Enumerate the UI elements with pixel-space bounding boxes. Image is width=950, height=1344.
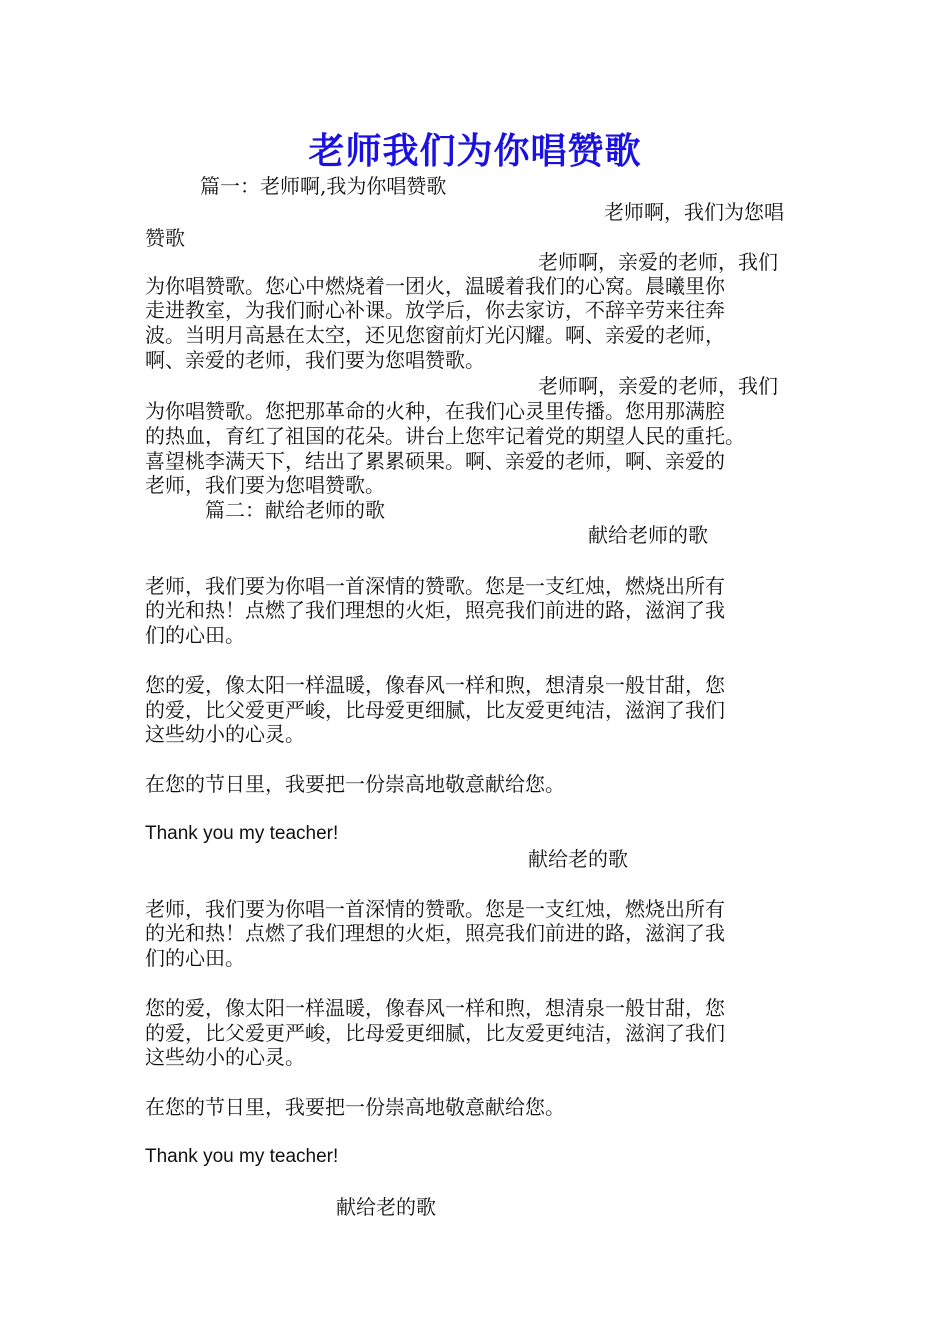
paragraph-line: 的光和热！点燃了我们理想的火炬，照亮我们前进的路，滋润了我: [145, 598, 725, 622]
paragraph-line: 老师，我们要为您唱赞歌。: [145, 473, 385, 497]
document-title: 老师我们为你唱赞歌: [308, 130, 642, 172]
paragraph-line: 您的爱，像太阳一样温暖，像春风一样和煦，想清泉一般甘甜，您: [145, 673, 725, 697]
thanks-line: Thank you my teacher!: [145, 823, 339, 844]
paragraph-line: 这些幼小的心灵。: [145, 722, 305, 746]
section-subtitle-continued: 赞歌: [145, 226, 185, 250]
paragraph-line: 喜望桃李满天下，结出了累累硕果。啊、亲爱的老师，啊、亲爱的: [145, 449, 725, 473]
paragraph-line: 们的心田。: [145, 946, 245, 970]
paragraph-line: 走进教室，为我们耐心补课。放学后，你去家访，不辞辛劳来往奔: [145, 298, 725, 322]
paragraph-line: 的光和热！点燃了我们理想的火炬，照亮我们前进的路，滋润了我: [145, 921, 725, 945]
paragraph-line: 为你唱赞歌。您把那革命的火种，在我们心灵里传播。您用那满腔: [145, 399, 725, 423]
paragraph-line: 波。当明月高悬在太空，还见您窗前灯光闪耀。啊、亲爱的老师，: [145, 323, 725, 347]
paragraph-line: 的爱，比父爱更严峻，比母爱更细腻，比友爱更纯洁，滋润了我们: [145, 698, 725, 722]
paragraph-line: 在您的节日里，我要把一份崇高地敬意献给您。: [145, 772, 565, 796]
paragraph-line: 您的爱，像太阳一样温暖，像春风一样和煦，想清泉一般甘甜，您: [145, 996, 725, 1020]
section-heading: 篇一：老师啊,我为你唱赞歌: [200, 174, 447, 198]
paragraph-line: 的热血，育红了祖国的花朵。讲台上您牢记着党的期望人民的重托。: [145, 424, 745, 448]
paragraph-line: 们的心田。: [145, 623, 245, 647]
paragraph-line: 的爱，比父爱更严峻，比母爱更细腻，比友爱更纯洁，滋润了我们: [145, 1021, 725, 1045]
paragraph-line: 老师啊，亲爱的老师，我们: [538, 374, 778, 398]
paragraph-line: 为你唱赞歌。您心中燃烧着一团火，温暖着我们的心窝。晨曦里你: [145, 274, 725, 298]
paragraph-line: 老师，我们要为你唱一首深情的赞歌。您是一支红烛，燃烧出所有: [145, 574, 725, 598]
paragraph-line: 在您的节日里，我要把一份崇高地敬意献给您。: [145, 1095, 565, 1119]
section-subtitle: 献给老的歌: [528, 847, 628, 871]
paragraph-line: 这些幼小的心灵。: [145, 1045, 305, 1069]
paragraph-line: 老师，我们要为你唱一首深情的赞歌。您是一支红烛，燃烧出所有: [145, 897, 725, 921]
section-subtitle: 老师啊，我们为您唱: [604, 200, 784, 224]
section-subtitle: 献给老的歌: [336, 1195, 436, 1219]
paragraph-line: 啊、亲爱的老师，我们要为您唱赞歌。: [145, 348, 485, 372]
paragraph-line: 老师啊，亲爱的老师，我们: [538, 250, 778, 274]
thanks-line: Thank you my teacher!: [145, 1146, 339, 1167]
section-subtitle: 献给老师的歌: [588, 523, 708, 547]
section-heading: 篇二：献给老师的歌: [205, 498, 385, 522]
